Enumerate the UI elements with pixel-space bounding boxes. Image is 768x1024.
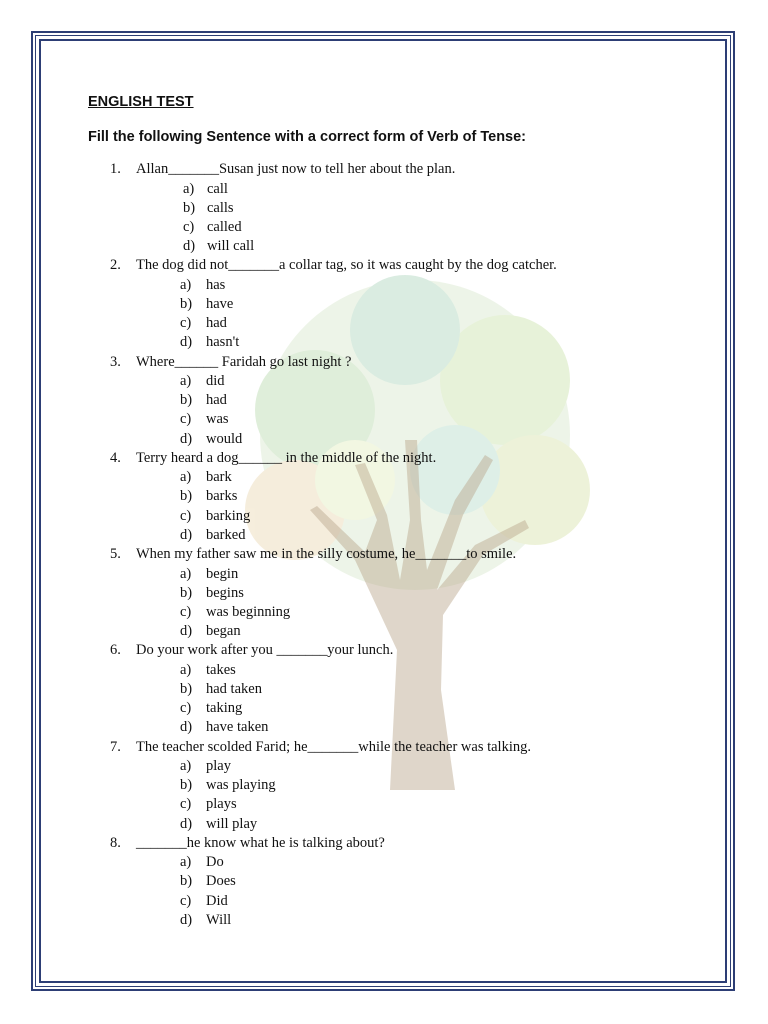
option-text: Will	[206, 911, 232, 928]
option-letter: c)	[180, 892, 192, 909]
question-number: 3.	[110, 353, 121, 370]
option-letter: c)	[180, 411, 192, 428]
option-letter: b)	[180, 777, 193, 794]
option-text: had	[206, 315, 227, 332]
option-text: did	[206, 373, 225, 389]
option-text: Did	[206, 892, 228, 909]
option-text: had	[206, 392, 227, 409]
question-number: 7.	[110, 738, 121, 755]
option-letter: a)	[180, 469, 192, 486]
option-text: began	[206, 623, 241, 640]
option-text: barking	[206, 507, 251, 524]
option-letter: a)	[180, 565, 192, 582]
option-text: had taken	[206, 680, 262, 697]
question-number: 1.	[110, 161, 121, 177]
option-text: Do	[206, 854, 224, 871]
option-text: was beginning	[206, 603, 291, 620]
option-letter: b)	[180, 295, 193, 312]
question-number: 8.	[110, 834, 121, 851]
option-letter: c)	[180, 315, 192, 332]
option-text: was	[206, 411, 229, 428]
option-text: plays	[206, 796, 237, 813]
question-number: 6.	[110, 642, 121, 659]
option-text: call	[207, 180, 228, 197]
option-letter: b)	[180, 584, 193, 601]
option-letter: d)	[183, 238, 196, 255]
option-letter: d)	[180, 526, 193, 543]
option-letter: d)	[180, 719, 193, 736]
option-letter: d)	[180, 911, 193, 928]
option-text: hasn't	[206, 334, 240, 351]
question-text: Allan_______Susan just now to tell her about the plan.	[136, 161, 456, 177]
option-letter: b)	[180, 488, 193, 505]
option-text: taking	[206, 700, 243, 717]
option-text: have taken	[206, 719, 269, 736]
option-letter: a)	[180, 854, 192, 871]
option-letter: c)	[183, 218, 195, 235]
option-text: would	[206, 430, 243, 447]
option-text: begin	[206, 565, 239, 582]
option-letter: a)	[180, 276, 192, 293]
option-letter: a)	[180, 661, 192, 678]
instruction-heading: Fill the following Sentence with a correct form of Verb of Tense:	[88, 129, 527, 145]
option-text: play	[206, 758, 231, 774]
question-number: 5.	[110, 546, 121, 562]
option-text: takes	[206, 661, 236, 678]
question-text: Do your work after you _______your lunch.	[136, 642, 394, 659]
option-text: barked	[206, 526, 246, 543]
option-letter: d)	[180, 623, 193, 640]
option-letter: a)	[183, 180, 195, 197]
option-letter: b)	[180, 873, 193, 890]
question-text: Terry heard a dog______ in the middle of the night.	[136, 449, 437, 466]
test-title: ENGLISH TEST	[88, 94, 194, 110]
option-letter: a)	[180, 373, 192, 389]
question-text: The teacher scolded Farid; he_______while the teacher was talking.	[136, 738, 531, 755]
option-text: was playing	[206, 777, 276, 794]
option-text: has	[206, 276, 226, 293]
option-text: calls	[207, 199, 234, 216]
option-text: called	[207, 218, 242, 235]
option-letter: b)	[180, 392, 193, 409]
option-text: will call	[207, 238, 255, 255]
option-letter: d)	[180, 334, 193, 351]
question-text: _______he know what he is talking about?	[136, 834, 385, 851]
option-letter: d)	[180, 815, 193, 832]
option-text: barks	[206, 488, 238, 505]
option-letter: c)	[180, 603, 192, 620]
option-letter: b)	[180, 680, 193, 697]
option-text: will play	[206, 815, 258, 832]
option-letter: c)	[180, 700, 192, 717]
question-text: Where______ Faridah go last night ?	[136, 353, 352, 370]
option-letter: d)	[180, 430, 193, 447]
option-letter: b)	[183, 199, 196, 216]
option-text: have	[206, 295, 234, 312]
option-text: bark	[206, 469, 232, 486]
question-number: 2.	[110, 257, 121, 274]
option-letter: a)	[180, 758, 192, 774]
question-number: 4.	[110, 449, 121, 466]
option-letter: c)	[180, 796, 192, 813]
option-text: Does	[206, 873, 236, 890]
option-text: begins	[206, 584, 244, 601]
question-text: When my father saw me in the silly costume, he_______to smile.	[136, 546, 517, 562]
question-text: The dog did not_______a collar tag, so it was caught by the dog catcher.	[136, 257, 557, 274]
option-letter: c)	[180, 507, 192, 524]
